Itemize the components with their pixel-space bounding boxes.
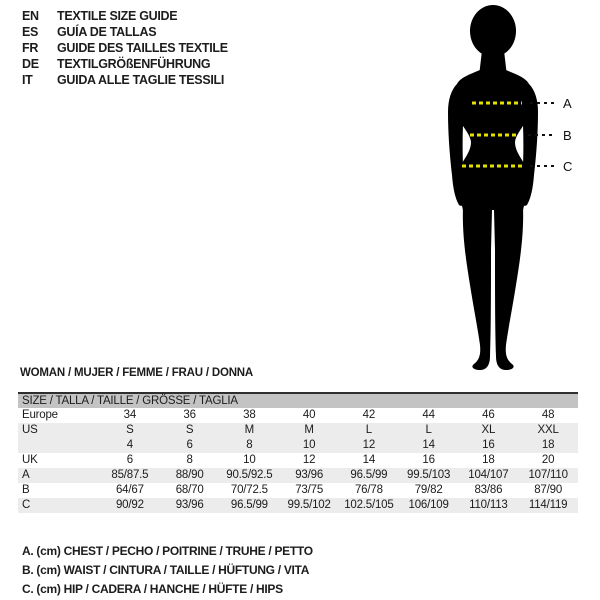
language-code: DE	[22, 57, 39, 71]
size-cell: 76/78	[354, 484, 383, 496]
size-cell: S	[185, 424, 194, 436]
measurement-legend	[22, 542, 313, 599]
size-cell: 64/67	[115, 484, 144, 496]
size-cell: 90/92	[115, 499, 144, 511]
row-label: UK	[22, 454, 38, 466]
woman-silhouette-icon	[430, 0, 600, 372]
language-code: ES	[22, 25, 39, 39]
size-cell: 4	[126, 439, 133, 451]
size-cell: 88/90	[175, 469, 204, 481]
table-row	[18, 453, 578, 468]
table-row	[18, 498, 578, 513]
measure-label-waist: B	[563, 128, 572, 143]
row-label: B	[22, 484, 30, 496]
size-cell: 12	[302, 454, 316, 466]
size-cell: 6	[126, 454, 133, 466]
language-list	[22, 8, 228, 88]
figure-silhouette	[430, 0, 600, 372]
size-cell: 96.5/99	[350, 469, 388, 481]
measure-label-chest: A	[563, 96, 572, 111]
row-label: Europe	[22, 409, 58, 421]
size-cell: XL	[481, 424, 496, 436]
size-cell: 99.5/102	[287, 499, 331, 511]
size-table-header: SIZE / TALLA / TAILLE / GRÖSSE / TAGLIA	[18, 394, 578, 408]
size-cell: S	[126, 424, 134, 436]
size-cell: 110/113	[469, 499, 508, 511]
size-cell: 83/86	[474, 484, 503, 496]
size-table	[18, 392, 578, 513]
size-cell: XXL	[537, 424, 559, 436]
size-cell: 10	[302, 439, 316, 451]
row-label: C	[22, 499, 31, 511]
size-cell: 104/107	[468, 469, 509, 481]
language-row	[22, 40, 228, 56]
language-title: GUIDE DES TAILLES TEXTILE	[57, 41, 228, 55]
row-label	[18, 438, 100, 453]
size-cell: 107/110	[528, 469, 568, 481]
size-cell: 16	[422, 454, 435, 466]
size-cell: 36	[183, 409, 196, 421]
size-cell: 93/96	[175, 499, 204, 511]
size-cell: L	[365, 424, 372, 436]
size-cell: 87/90	[534, 484, 563, 496]
size-cell: 44	[422, 409, 435, 421]
row-label: A	[22, 469, 30, 481]
size-cell: 46	[482, 409, 495, 421]
measure-label-hip: C	[563, 159, 573, 174]
size-cell: 14	[422, 439, 435, 451]
silhouette-torso	[455, 70, 530, 210]
language-row	[22, 8, 228, 24]
size-cell: 70/72.5	[230, 484, 268, 496]
size-cell: 106/109	[408, 499, 449, 511]
size-cell: 8	[246, 439, 253, 451]
size-cell: 79/82	[414, 484, 443, 496]
language-row	[22, 24, 228, 40]
size-cell: 42	[362, 409, 376, 421]
size-cell: 96.5/99	[230, 499, 268, 511]
size-cell: 85/87.5	[111, 469, 149, 481]
language-title: GUÍA DE TALLAS	[57, 25, 157, 39]
table-row	[18, 408, 578, 423]
size-cell: 16	[482, 439, 495, 451]
table-row	[18, 423, 578, 438]
language-code: IT	[22, 73, 33, 87]
size-cell: 114/119	[528, 499, 568, 511]
size-cell: 73/75	[295, 484, 324, 496]
language-code: EN	[22, 9, 39, 23]
language-title: TEXTILE SIZE GUIDE	[57, 9, 178, 23]
size-cell: 20	[541, 454, 555, 466]
size-cell: 90.5/92.5	[226, 469, 273, 481]
size-cell: 34	[123, 409, 137, 421]
table-row	[18, 483, 578, 498]
size-cell: 68/70	[175, 484, 204, 496]
table-row	[18, 438, 578, 453]
language-code: FR	[22, 41, 39, 55]
silhouette-left-leg	[463, 206, 492, 370]
legend-line: B. (cm) WAIST / CINTURA / TAILLE / HÜFTUNG / VITA	[22, 563, 310, 577]
size-cell: 38	[243, 409, 256, 421]
size-cell: M	[304, 424, 314, 436]
size-cell: L	[425, 424, 432, 436]
legend-line: A. (cm) CHEST / PECHO / POITRINE / TRUHE / PETTO	[22, 544, 313, 558]
size-cell: 12	[362, 439, 376, 451]
size-cell: 14	[362, 454, 376, 466]
size-cell: 18	[482, 454, 495, 466]
section-title: WOMAN / MUJER / FEMME / FRAU / DONNA	[20, 367, 254, 379]
language-title: GUIDA ALLE TAGLIE TESSILI	[57, 73, 225, 87]
size-cell: 99.5/103	[407, 469, 451, 481]
size-cell: 8	[186, 454, 193, 466]
size-table-body	[18, 408, 578, 513]
size-cell: 93/96	[295, 469, 324, 481]
legend-line: C. (cm) HIP / CADERA / HANCHE / HÜFTE / HIPS	[22, 582, 283, 596]
size-cell: 48	[541, 409, 555, 421]
size-cell: 10	[243, 454, 256, 466]
silhouette-right-leg	[494, 206, 523, 370]
size-cell: M	[244, 424, 255, 436]
size-cell: 6	[186, 439, 193, 451]
row-label: US	[22, 424, 38, 436]
size-cell: 40	[302, 409, 316, 421]
language-row	[22, 72, 228, 88]
language-title: TEXTILGRÖßENFÜHRUNG	[57, 57, 211, 71]
table-row	[18, 468, 578, 483]
language-row	[22, 56, 228, 72]
size-cell: 18	[541, 439, 555, 451]
size-cell: 102.5/105	[344, 499, 394, 511]
